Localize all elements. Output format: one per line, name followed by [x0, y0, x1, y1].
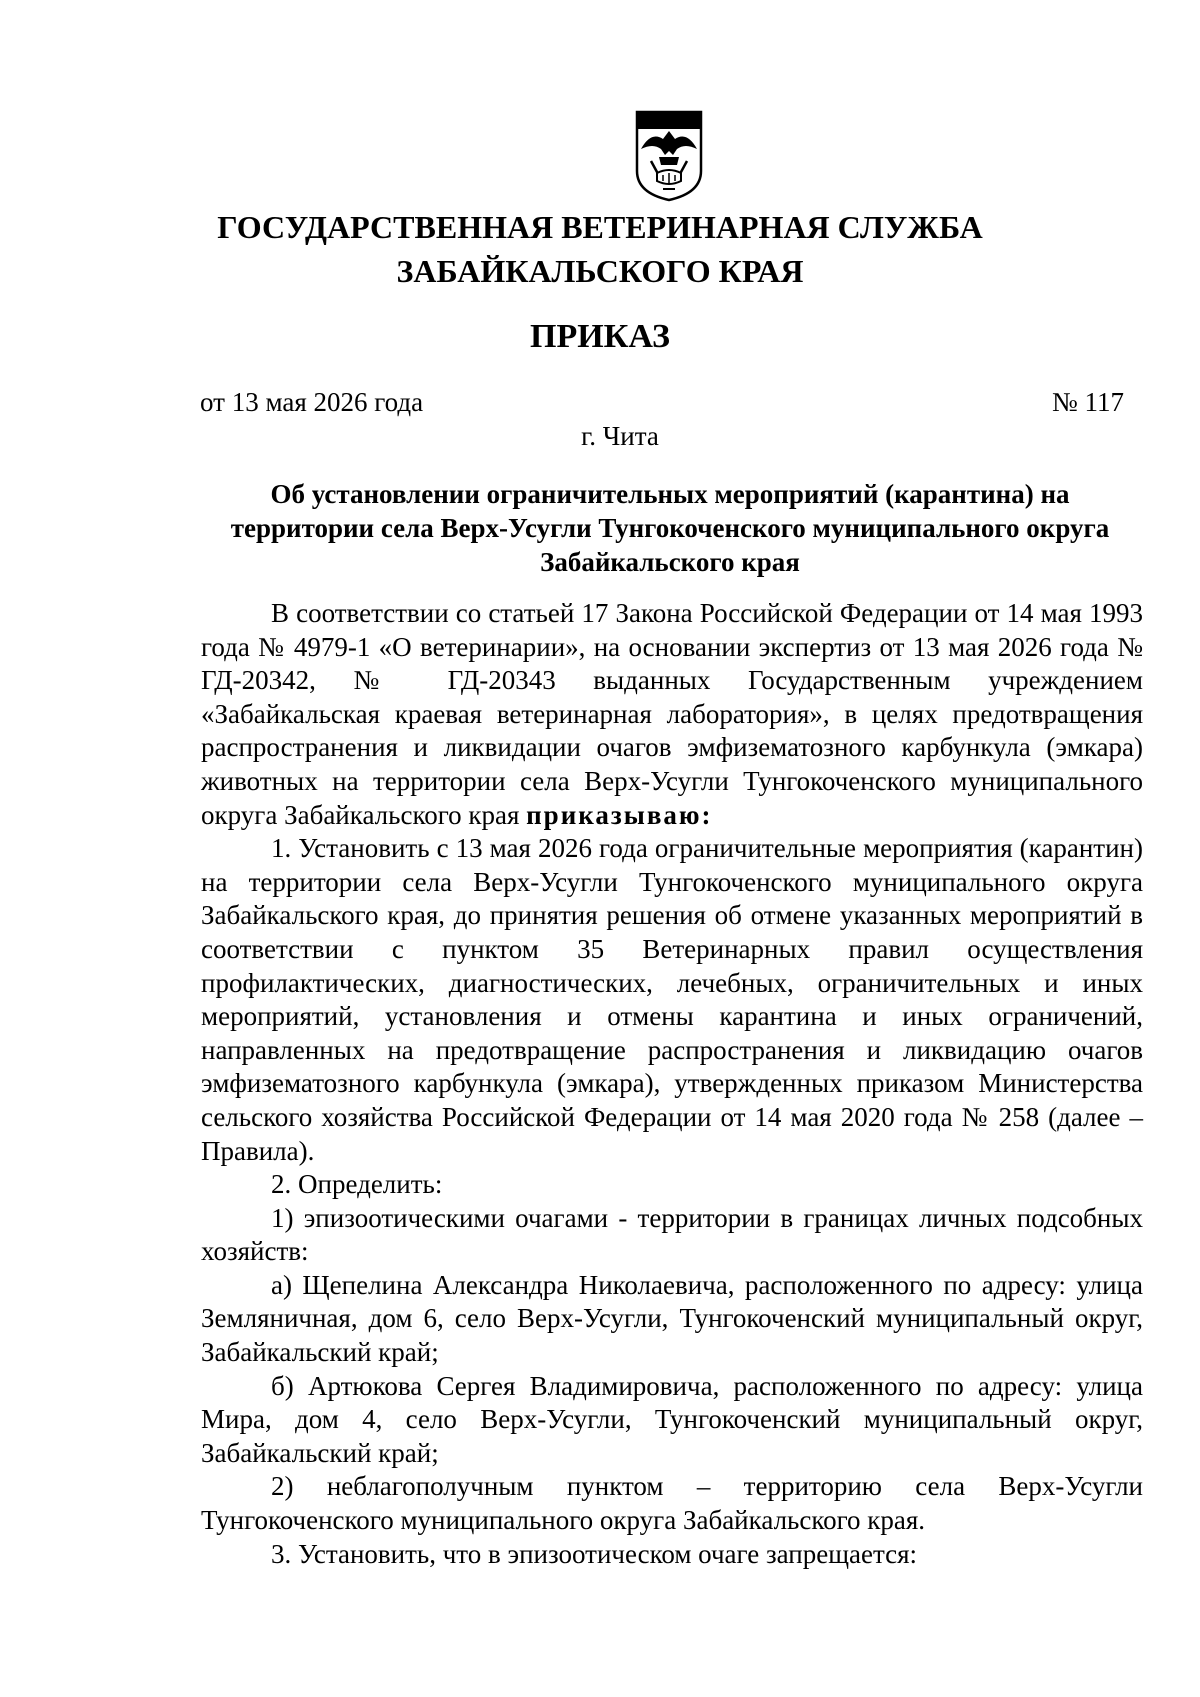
order-body	[201, 597, 1143, 1571]
paragraph-item-1: 1. Установить с 13 мая 2026 года ограничительные мероприятия (карантин) на территории села Верх-Усугли Тунгокоченского муниципального округа Забайкальского края, до принятия решения об отмене указанных мероприятий в соответствии с пунктом 35 Ветеринарных правил осуществления профилактических, диагностических, лечебных, ограничительных и иных мероприятий, установления и отмены карантина и иных ограничений, направленных на предотвращение распространения и ликвидацию очагов эмфизематозного карбункула (эмкара), утвержденных приказом Министерства сельского хозяйства Российской Федерации от 14 мая 2020 года № 258 (далее – Правила).	[201, 833, 1143, 1166]
order-number: № 117	[1051, 387, 1124, 417]
paragraph-item-2-2: 2) неблагополучным пунктом – территорию села Верх-Усугли Тунгокоченского муниципального округа Забайкальского края.	[201, 1471, 1143, 1536]
preamble-text: В соответствии со статьей 17 Закона Российской Федерации от 14 мая 1993 года № 4979-1 «О ветеринарии», на основании экспертиз от 13 мая 2026 года № ГД-20342, № ГД-20343 выданных Государственным учреждением «Забайкальская краевая ветеринарная лаборатория», в целях предотвращения распространения и ликвидации очагов эмфизематозного карбункула (эмкара) животных на территории села Верх-Усугли Тунгокоченского муниципального округа Забайкальского края	[201, 598, 1143, 830]
paragraph-item-2-1-a: а) Щепелина Александра Николаевича, расположенного по адресу: улица Земляничная, дом 6, село Верх-Усугли, Тунгокоченский муниципальный округ, Забайкальский край;	[201, 1269, 1143, 1368]
coat-of-arms-icon	[633, 109, 705, 203]
organization-name	[0, 205, 1200, 293]
organization-name-line-1: ГОСУДАРСТВЕННАЯ ВЕТЕРИНАРНАЯ СЛУЖБА	[217, 209, 983, 245]
order-date: от 13 мая 2026 года	[200, 387, 424, 417]
command-keyword: приказываю:	[526, 799, 713, 830]
order-subject: Об установлении ограничительных мероприятий (карантина) на территории села Верх-Усугли Тунгокоченского муниципального округа Забайкальского края	[230, 479, 1110, 577]
order-city: г. Чита	[581, 421, 659, 451]
organization-name-line-2: ЗАБАЙКАЛЬСКОГО КРАЯ	[396, 253, 804, 289]
paragraph-item-3: 3. Установить, что в эпизоотическом очаге запрещается:	[271, 1538, 918, 1569]
paragraph-item-2: 2. Определить:	[271, 1169, 443, 1200]
document-type-title: ПРИКАЗ	[530, 318, 670, 355]
paragraph-item-2-1: 1) эпизоотическими очагами - территории в границах личных подсобных хозяйств:	[201, 1202, 1143, 1267]
paragraph-item-2-1-b: б) Артюкова Сергея Владимировича, расположенного по адресу: улица Мира, дом 4, село Верх-Усугли, Тунгокоченский муниципальный округ, Забайкальский край;	[201, 1370, 1143, 1468]
preamble-paragraph	[201, 597, 1143, 832]
